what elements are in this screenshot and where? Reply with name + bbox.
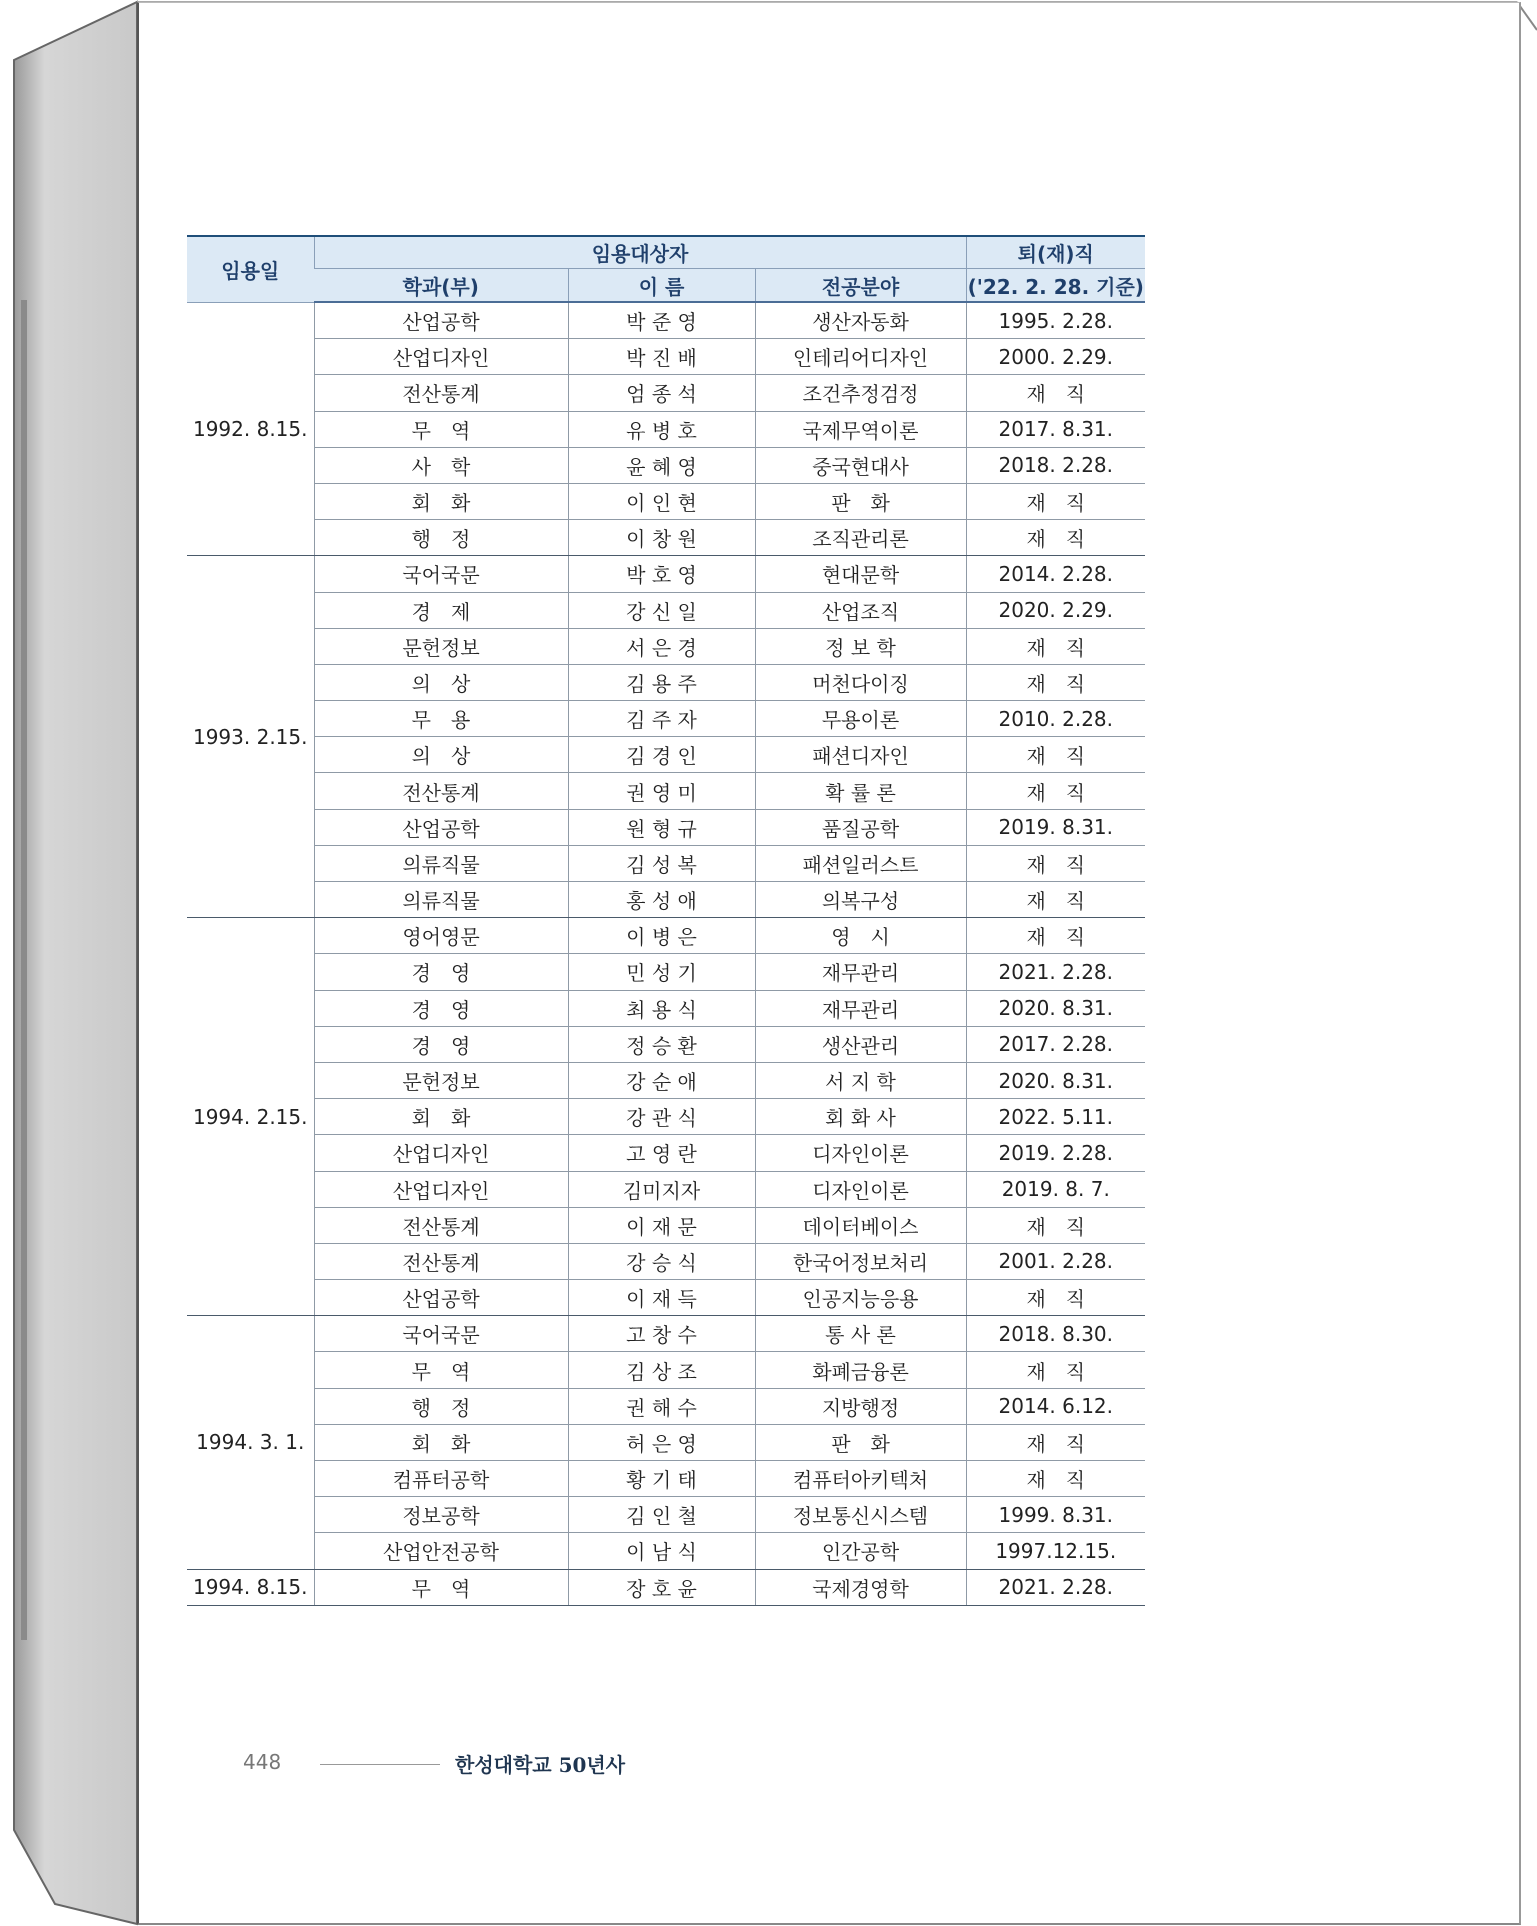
name-cell: 박 준 영 [568,302,755,339]
table-row [187,302,1145,339]
header-row-sub [187,269,1145,303]
field-cell: 생산관리 [755,1026,966,1062]
name-cell: 서 은 경 [568,628,755,664]
table-row [187,1533,1145,1569]
field-cell: 패션디자인 [755,737,966,773]
table-row [187,411,1145,447]
table-row [187,990,1145,1026]
book-title: 한성대학교 50년사 [455,1753,626,1777]
status-cell: 1999. 8.31. [966,1497,1145,1533]
status-cell: 재 직 [966,628,1145,664]
name-cell: 고 창 수 [568,1316,755,1352]
department-cell: 산업디자인 [314,1171,568,1207]
table-row [187,628,1145,664]
department-cell: 의 상 [314,664,568,700]
name-cell: 허 은 영 [568,1424,755,1460]
field-cell: 화폐금융론 [755,1352,966,1388]
header-appointee-group: 임용대상자 [314,236,966,269]
status-cell: 2021. 2.28. [966,1569,1145,1605]
field-cell: 디자인이론 [755,1171,966,1207]
table-row [187,1424,1145,1460]
field-cell: 패션일러스트 [755,845,966,881]
name-cell: 민 성 기 [568,954,755,990]
field-cell: 정보통신시스템 [755,1497,966,1533]
table-row [187,701,1145,737]
table-row [187,556,1145,592]
name-cell: 정 승 환 [568,1026,755,1062]
table-row [187,375,1145,411]
name-cell: 권 영 미 [568,773,755,809]
name-cell: 장 호 윤 [568,1569,755,1605]
department-cell: 의류직물 [314,845,568,881]
field-cell: 지방행정 [755,1388,966,1424]
department-cell: 전산통계 [314,773,568,809]
status-cell: 2010. 2.28. [966,701,1145,737]
field-cell: 생산자동화 [755,302,966,339]
status-cell: 2019. 2.28. [966,1135,1145,1171]
table-row [187,664,1145,700]
name-cell: 고 영 란 [568,1135,755,1171]
status-cell: 재 직 [966,773,1145,809]
department-cell: 산업디자인 [314,1135,568,1171]
name-cell: 이 창 원 [568,520,755,556]
department-cell: 경 제 [314,592,568,628]
table-row [187,737,1145,773]
name-cell: 김 경 인 [568,737,755,773]
table-row [187,809,1145,845]
department-cell: 행 정 [314,520,568,556]
name-cell: 이 병 은 [568,918,755,954]
field-cell: 영 시 [755,918,966,954]
status-cell: 재 직 [966,483,1145,519]
field-cell: 국제경영학 [755,1569,966,1605]
status-cell: 2018. 2.28. [966,447,1145,483]
table-row [187,1280,1145,1316]
field-cell: 확 률 론 [755,773,966,809]
department-cell: 무 역 [314,411,568,447]
table-row [187,1352,1145,1388]
status-cell: 2019. 8. 7. [966,1171,1145,1207]
status-cell: 1995. 2.28. [966,302,1145,339]
status-cell: 2014. 2.28. [966,556,1145,592]
department-cell: 국어국문 [314,1316,568,1352]
field-cell: 의복구성 [755,882,966,918]
department-cell: 의 상 [314,737,568,773]
status-cell: 1997.12.15. [966,1533,1145,1569]
table-row [187,954,1145,990]
name-cell: 이 재 득 [568,1280,755,1316]
status-cell: 2001. 2.28. [966,1243,1145,1279]
status-cell: 재 직 [966,1207,1145,1243]
table-row [187,339,1145,375]
department-cell: 국어국문 [314,556,568,592]
field-cell: 머천다이징 [755,664,966,700]
status-cell: 재 직 [966,1424,1145,1460]
department-cell: 무 역 [314,1569,568,1605]
name-cell: 김 성 복 [568,845,755,881]
status-cell: 재 직 [966,918,1145,954]
name-cell: 박 호 영 [568,556,755,592]
department-cell: 무 용 [314,701,568,737]
table-row [187,773,1145,809]
department-cell: 전산통계 [314,375,568,411]
status-cell: 재 직 [966,1461,1145,1497]
table-body [187,302,1145,1605]
status-cell: 2000. 2.29. [966,339,1145,375]
name-cell: 유 병 호 [568,411,755,447]
field-cell: 산업조직 [755,592,966,628]
status-cell: 재 직 [966,1352,1145,1388]
name-cell: 윤 혜 영 [568,447,755,483]
table-row [187,1497,1145,1533]
table-row [187,592,1145,628]
table-row [187,1062,1145,1098]
table-row [187,1099,1145,1135]
field-cell: 정 보 학 [755,628,966,664]
status-cell: 재 직 [966,520,1145,556]
name-cell: 홍 성 애 [568,882,755,918]
field-cell: 회 화 사 [755,1099,966,1135]
appointment-date-cell: 1994. 3. 1. [187,1316,314,1569]
name-cell: 최 용 식 [568,990,755,1026]
name-cell: 이 남 식 [568,1533,755,1569]
department-cell: 회 화 [314,1099,568,1135]
field-cell: 한국어정보처리 [755,1243,966,1279]
department-cell: 산업디자인 [314,339,568,375]
header-appointment-date: 임용일 [187,236,314,302]
field-cell: 판 화 [755,483,966,519]
department-cell: 경 영 [314,990,568,1026]
status-cell: 재 직 [966,845,1145,881]
appointment-date-cell: 1992. 8.15. [187,302,314,556]
header-field: 전공분야 [755,269,966,303]
table-row [187,1171,1145,1207]
department-cell: 산업공학 [314,1280,568,1316]
status-cell: 2014. 6.12. [966,1388,1145,1424]
field-cell: 판 화 [755,1424,966,1460]
field-cell: 컴퓨터아키텍처 [755,1461,966,1497]
department-cell: 회 화 [314,1424,568,1460]
name-cell: 강 신 일 [568,592,755,628]
field-cell: 재무관리 [755,954,966,990]
field-cell: 디자인이론 [755,1135,966,1171]
table-row [187,882,1145,918]
table-row [187,1243,1145,1279]
page-number: 448 [243,1750,282,1774]
table-row [187,1461,1145,1497]
name-cell: 이 재 문 [568,1207,755,1243]
table-row [187,1388,1145,1424]
status-cell: 2020. 2.29. [966,592,1145,628]
field-cell: 서 지 학 [755,1062,966,1098]
status-cell: 재 직 [966,737,1145,773]
field-cell: 재무관리 [755,990,966,1026]
field-cell: 데이터베이스 [755,1207,966,1243]
appointment-date-cell: 1993. 2.15. [187,556,314,918]
table-row [187,1026,1145,1062]
name-cell: 김 용 주 [568,664,755,700]
name-cell: 김 상 조 [568,1352,755,1388]
department-cell: 경 영 [314,1026,568,1062]
header-retirement-note: ('22. 2. 28. 기준) [966,269,1145,303]
name-cell: 강 순 애 [568,1062,755,1098]
name-cell: 이 인 현 [568,483,755,519]
status-cell: 2020. 8.31. [966,990,1145,1026]
name-cell: 엄 종 석 [568,375,755,411]
name-cell: 권 해 수 [568,1388,755,1424]
department-cell: 문헌정보 [314,628,568,664]
field-cell: 인공지능응용 [755,1280,966,1316]
department-cell: 의류직물 [314,882,568,918]
name-cell: 강 승 식 [568,1243,755,1279]
footer-divider [320,1764,440,1765]
name-cell: 박 진 배 [568,339,755,375]
department-cell: 전산통계 [314,1207,568,1243]
field-cell: 조건추정검정 [755,375,966,411]
department-cell: 컴퓨터공학 [314,1461,568,1497]
table-row [187,483,1145,519]
department-cell: 회 화 [314,483,568,519]
appointment-table [187,235,1145,1606]
department-cell: 영어영문 [314,918,568,954]
field-cell: 중국현대사 [755,447,966,483]
department-cell: 산업공학 [314,809,568,845]
name-cell: 원 형 규 [568,809,755,845]
status-cell: 2022. 5.11. [966,1099,1145,1135]
table-row [187,1569,1145,1605]
status-cell: 2018. 8.30. [966,1316,1145,1352]
status-cell: 재 직 [966,882,1145,918]
field-cell: 무용이론 [755,701,966,737]
name-cell: 김 인 철 [568,1497,755,1533]
status-cell: 2020. 8.31. [966,1062,1145,1098]
status-cell: 재 직 [966,1280,1145,1316]
table-row [187,845,1145,881]
header-retirement: 퇴(재)직 [966,236,1145,269]
header-department: 학과(부) [314,269,568,303]
department-cell: 사 학 [314,447,568,483]
field-cell: 조직관리론 [755,520,966,556]
appointment-date-cell: 1994. 8.15. [187,1569,314,1605]
department-cell: 행 정 [314,1388,568,1424]
department-cell: 정보공학 [314,1497,568,1533]
name-cell: 김미지자 [568,1171,755,1207]
name-cell: 강 관 식 [568,1099,755,1135]
status-cell: 2017. 8.31. [966,411,1145,447]
field-cell: 품질공학 [755,809,966,845]
field-cell: 국제무역이론 [755,411,966,447]
table-row [187,1316,1145,1352]
status-cell: 2021. 2.28. [966,954,1145,990]
table-row [187,918,1145,954]
table-row [187,1135,1145,1171]
header-row-top [187,236,1145,269]
status-cell: 재 직 [966,664,1145,700]
department-cell: 문헌정보 [314,1062,568,1098]
field-cell: 통 사 론 [755,1316,966,1352]
name-cell: 김 주 자 [568,701,755,737]
department-cell: 경 영 [314,954,568,990]
table-row [187,520,1145,556]
name-cell: 황 기 태 [568,1461,755,1497]
field-cell: 현대문학 [755,556,966,592]
table-row [187,1207,1145,1243]
department-cell: 무 역 [314,1352,568,1388]
field-cell: 인간공학 [755,1533,966,1569]
table-row [187,447,1145,483]
status-cell: 2019. 8.31. [966,809,1145,845]
status-cell: 재 직 [966,375,1145,411]
department-cell: 산업안전공학 [314,1533,568,1569]
status-cell: 2017. 2.28. [966,1026,1145,1062]
field-cell: 인테리어디자인 [755,339,966,375]
header-name: 이 름 [568,269,755,303]
appointment-date-cell: 1994. 2.15. [187,918,314,1316]
department-cell: 산업공학 [314,302,568,339]
department-cell: 전산통계 [314,1243,568,1279]
